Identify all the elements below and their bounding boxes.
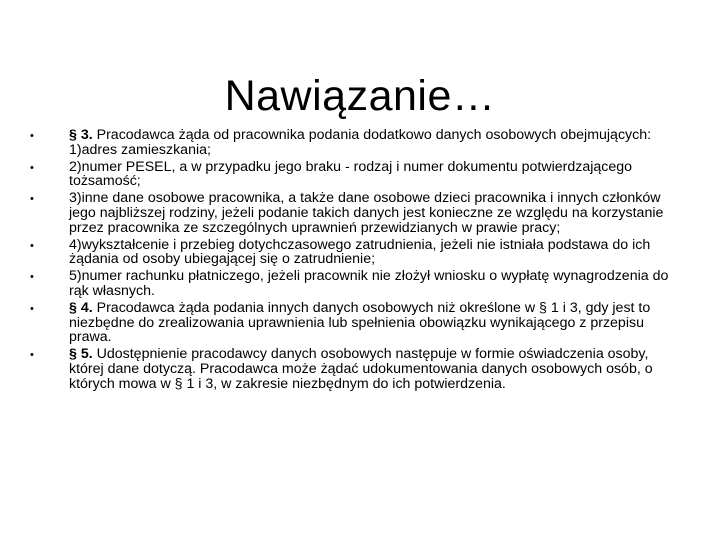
bullet-icon: • [30,349,34,362]
bullet-item-5 [0,269,720,299]
bullet-icon: • [30,239,34,252]
bullet-item-4 [0,238,720,268]
paragraph-mark: § 4. [69,299,93,316]
bullet-icon: • [30,161,34,174]
bullet-item-6 [0,301,720,345]
bullet-list [0,128,720,392]
bullet-icon: • [30,271,34,284]
bullet-text: Pracodawca żąda od pracownika podania dodatkowo danych osobowych obejmujących: 1)adres zamieszkania; [69,127,652,158]
bullet-text: 5)numer rachunku płatniczego, jeżeli pracownik nie złożył wniosku o wypłatę wynagrodzenia do rąk własnych. [69,268,669,299]
bullet-item-3 [0,191,720,235]
bullet-item-1 [0,128,720,158]
bullet-text: 4)wykształcenie i przebieg dotychczasowego zatrudnienia, jeżeli nie istniała podstawa do ich żądania od osoby ubiegającej się o zatrudnienie; [69,236,651,268]
bullet-item-7 [0,347,720,391]
slide-title: Nawiązanie… [224,71,496,120]
paragraph-mark: § 5. [69,346,93,363]
bullet-text: Pracodawca żąda podania innych danych osobowych niż określone w § 1 i 3, gdy jest to niezbędne do zrealizowania uprawnienia lub spełnienia obowiązku wynikającego z przepisu prawa. [69,299,651,346]
bullet-text: Udostępnienie pracodawcy danych osobowych następuje w formie oświadczenia osoby, której dane dotyczą. Pracodawca może żądać udokumentowania danych osobowych osób, o których mowa w § 1 i 3, w zakresie niezbędnym do ich potwierdzenia. [69,346,653,392]
paragraph-mark: § 3. [69,127,93,143]
bullet-icon: • [30,130,34,142]
bullet-text: 2)numer PESEL, a w przypadku jego braku - rodzaj i numer dokumentu potwierdzającego tożsamość; [69,158,633,190]
bullet-text: 3)inne dane osobowe pracownika, a także dane osobowe dzieci pracownika i innych członków jego najbliższej rodziny, jeżeli podanie takich danych jest konieczne ze względu na korzystanie przez pracownika ze szczególnych uprawnień przewidzianych w prawie pracy; [69,190,664,236]
bullet-item-2 [0,160,720,190]
bullet-icon: • [30,302,34,315]
slide-content [0,128,720,394]
bullet-icon: • [30,193,34,206]
